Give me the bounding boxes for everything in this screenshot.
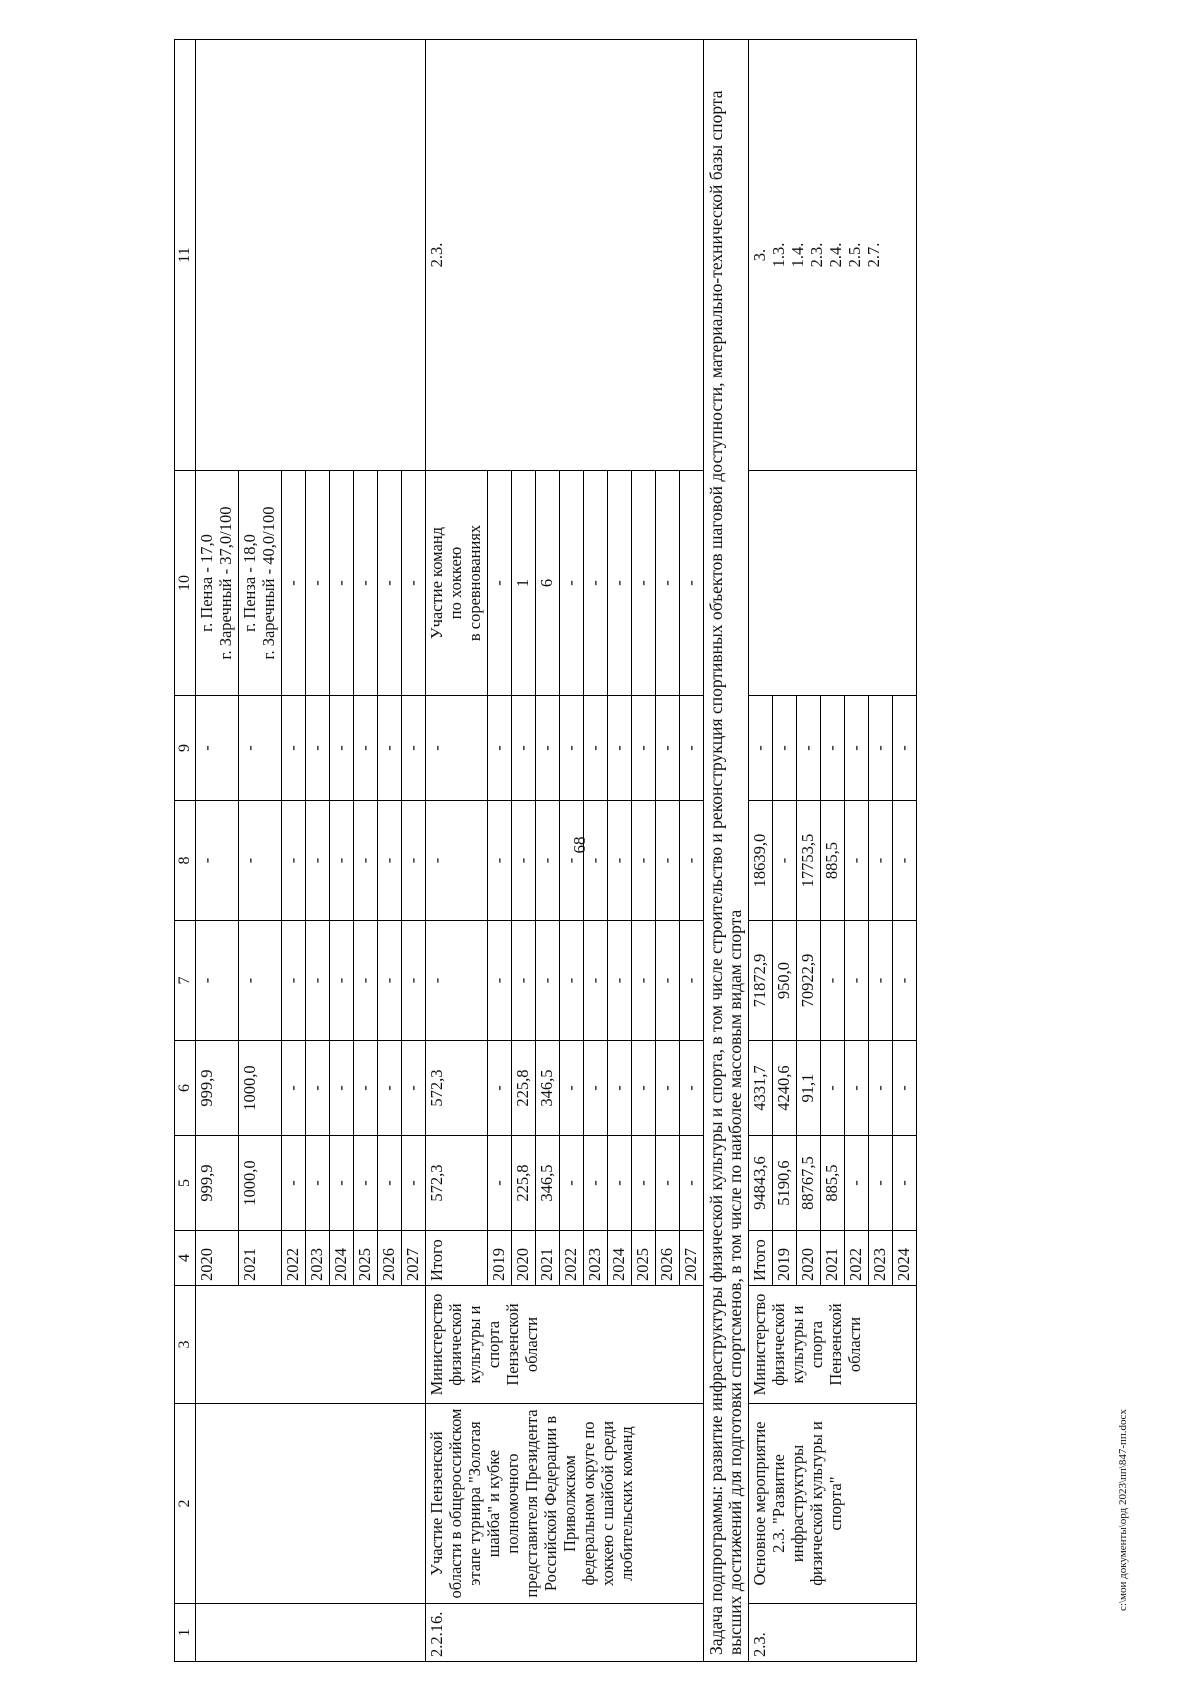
value-cell-v8: - bbox=[239, 801, 282, 921]
value-cell-v7: - bbox=[282, 921, 306, 1041]
measure-name: Основное мероприятие 2.3. "Развитие инфраструктуры физической культуры и спорта" bbox=[749, 1404, 917, 1604]
indicator-cell: - bbox=[282, 471, 306, 696]
total-v5: 572,3 bbox=[426, 1136, 488, 1231]
value-cell-v7: - bbox=[378, 921, 402, 1041]
header-row bbox=[175, 40, 196, 1662]
value-cell-v8: - bbox=[330, 801, 354, 921]
year-cell: 2020 bbox=[797, 1231, 821, 1286]
value-cell-v5: - bbox=[487, 1136, 511, 1231]
indicator-cell: Участие команд по хоккею в соревнованиях bbox=[426, 471, 488, 696]
total-v7: - bbox=[426, 921, 488, 1041]
value-cell-v9: - bbox=[821, 696, 845, 801]
year-cell: 2024 bbox=[607, 1231, 631, 1286]
value-cell-v6: 91,1 bbox=[797, 1041, 821, 1136]
value-cell-v9: - bbox=[402, 696, 426, 801]
value-cell-v5: - bbox=[607, 1136, 631, 1231]
value-cell-v7: - bbox=[535, 921, 559, 1041]
value-cell-v6: - bbox=[330, 1041, 354, 1136]
column-header-10: 10 bbox=[175, 471, 196, 696]
indicator-cell: - bbox=[402, 471, 426, 696]
indicator-cell: г. Пенза - 17,0 г. Заречный - 37,0/100 bbox=[196, 471, 239, 696]
measure-number: 2.3. bbox=[749, 1604, 917, 1662]
value-cell-v7: - bbox=[559, 921, 583, 1041]
value-cell-v8: - bbox=[282, 801, 306, 921]
num-cell bbox=[196, 1604, 426, 1662]
measure-executor: Министерство физической культуры и спорта Пензенской области bbox=[426, 1286, 704, 1404]
total-v6: 4331,7 bbox=[749, 1041, 773, 1136]
value-cell-v5: - bbox=[631, 1136, 655, 1231]
value-cell-v9: - bbox=[559, 696, 583, 801]
value-cell-v6: - bbox=[354, 1041, 378, 1136]
value-cell-v9: - bbox=[330, 696, 354, 801]
measure-executor: Министерство физической культуры и спорта Пензенской области bbox=[749, 1286, 917, 1404]
target-ref-cell: 2.3. bbox=[426, 40, 704, 471]
indicator-cell: - bbox=[306, 471, 330, 696]
value-cell-v5: - bbox=[282, 1136, 306, 1231]
value-cell-v9: - bbox=[773, 696, 797, 801]
indicator-cell: - bbox=[631, 471, 655, 696]
value-cell-v5: - bbox=[559, 1136, 583, 1231]
value-cell-v8: - bbox=[402, 801, 426, 921]
year-cell: 2019 bbox=[487, 1231, 511, 1286]
value-cell-v5: 885,5 bbox=[821, 1136, 845, 1231]
value-cell-v8: - bbox=[306, 801, 330, 921]
value-cell-v9: - bbox=[306, 696, 330, 801]
continuation-row bbox=[196, 40, 239, 1662]
value-cell-v6: 225,8 bbox=[511, 1041, 535, 1136]
value-cell-v9: - bbox=[535, 696, 559, 801]
value-cell-v6: - bbox=[559, 1041, 583, 1136]
column-header-1: 1 bbox=[175, 1604, 196, 1662]
value-cell-v5: 1000,0 bbox=[239, 1136, 282, 1231]
indicator-cell: - bbox=[354, 471, 378, 696]
value-cell-v5: - bbox=[893, 1136, 917, 1231]
column-header-3: 3 bbox=[175, 1286, 196, 1404]
value-cell-v7: - bbox=[631, 921, 655, 1041]
value-cell-v5: 999,9 bbox=[196, 1136, 239, 1231]
indicator-cell bbox=[749, 471, 917, 696]
value-cell-v6: 1000,0 bbox=[239, 1041, 282, 1136]
year-cell: 2023 bbox=[869, 1231, 893, 1286]
column-header-9: 9 bbox=[175, 696, 196, 801]
value-cell-v7: - bbox=[821, 921, 845, 1041]
value-cell-v7: - bbox=[607, 921, 631, 1041]
value-cell-v7: - bbox=[845, 921, 869, 1041]
value-cell-v6: - bbox=[402, 1041, 426, 1136]
year-cell: 2023 bbox=[306, 1231, 330, 1286]
column-header-7: 7 bbox=[175, 921, 196, 1041]
value-cell-v7: - bbox=[354, 921, 378, 1041]
value-cell-v6: - bbox=[679, 1041, 703, 1136]
value-cell-v9: - bbox=[893, 696, 917, 801]
column-header-11: 11 bbox=[175, 40, 196, 471]
value-cell-v5: - bbox=[583, 1136, 607, 1231]
value-cell-v7: - bbox=[583, 921, 607, 1041]
value-cell-v5: - bbox=[378, 1136, 402, 1231]
value-cell-v6: - bbox=[631, 1041, 655, 1136]
value-cell-v5: - bbox=[869, 1136, 893, 1231]
year-cell: 2020 bbox=[196, 1231, 239, 1286]
value-cell-v8: - bbox=[196, 801, 239, 921]
value-cell-v9: - bbox=[797, 696, 821, 801]
value-cell-v5: 5190,6 bbox=[773, 1136, 797, 1231]
value-cell-v6: 346,5 bbox=[535, 1041, 559, 1136]
value-cell-v5: - bbox=[402, 1136, 426, 1231]
value-cell-v6: - bbox=[845, 1041, 869, 1136]
value-cell-v8: - bbox=[535, 801, 559, 921]
value-cell-v7: - bbox=[306, 921, 330, 1041]
value-cell-v6: - bbox=[607, 1041, 631, 1136]
value-cell-v6: - bbox=[378, 1041, 402, 1136]
column-header-8: 8 bbox=[175, 801, 196, 921]
value-cell-v7: - bbox=[330, 921, 354, 1041]
value-cell-v5: - bbox=[845, 1136, 869, 1231]
value-cell-v8: - bbox=[378, 801, 402, 921]
value-cell-v5: 346,5 bbox=[535, 1136, 559, 1231]
value-cell-v7: - bbox=[196, 921, 239, 1041]
year-cell: 2024 bbox=[893, 1231, 917, 1286]
footer-file-path: c:\мои документы\орд 2023\пп\847-пп.docx bbox=[1117, 1409, 1129, 1611]
value-cell-v9: - bbox=[487, 696, 511, 801]
value-cell-v7: - bbox=[655, 921, 679, 1041]
value-cell-v6: - bbox=[306, 1041, 330, 1136]
value-cell-v7: 950,0 bbox=[773, 921, 797, 1041]
year-cell: 2021 bbox=[535, 1231, 559, 1286]
value-cell-v8: - bbox=[869, 801, 893, 921]
value-cell-v8: - bbox=[354, 801, 378, 921]
year-cell: 2019 bbox=[773, 1231, 797, 1286]
column-header-5: 5 bbox=[175, 1136, 196, 1231]
value-cell-v5: - bbox=[354, 1136, 378, 1231]
value-cell-v9: - bbox=[583, 696, 607, 801]
value-cell-v9: - bbox=[354, 696, 378, 801]
value-cell-v8: - bbox=[655, 801, 679, 921]
value-cell-v9: - bbox=[607, 696, 631, 801]
value-cell-v5: 225,8 bbox=[511, 1136, 535, 1231]
value-cell-v9: - bbox=[511, 696, 535, 801]
value-cell-v9: - bbox=[196, 696, 239, 801]
value-cell-v6: 4240,6 bbox=[773, 1041, 797, 1136]
value-cell-v9: - bbox=[378, 696, 402, 801]
value-cell-v7: - bbox=[679, 921, 703, 1041]
value-cell-v5: - bbox=[679, 1136, 703, 1231]
total-v5: 94843,6 bbox=[749, 1136, 773, 1231]
column-header-4: 4 bbox=[175, 1231, 196, 1286]
target-ref-cell bbox=[196, 40, 426, 471]
value-cell-v6: 999,9 bbox=[196, 1041, 239, 1136]
indicator-cell: 1 bbox=[511, 471, 535, 696]
executor-cell bbox=[196, 1286, 426, 1404]
indicator-cell: - bbox=[679, 471, 703, 696]
total-v8: - bbox=[426, 801, 488, 921]
indicator-cell: - bbox=[583, 471, 607, 696]
measure-name: Участие Пензенской области в общероссийском этапе турнира "Золотая шайба" и кубке полномочного представителя Президента Российской Федерации в Приволжском федеральном округе по хоккею с шайбой среди любительских команд bbox=[426, 1404, 704, 1604]
value-cell-v8: - bbox=[845, 801, 869, 921]
indicator-cell: - bbox=[655, 471, 679, 696]
year-cell: 2025 bbox=[354, 1231, 378, 1286]
total-label: Итого bbox=[749, 1231, 773, 1286]
year-cell: 2027 bbox=[402, 1231, 426, 1286]
value-cell-v9: - bbox=[655, 696, 679, 801]
target-ref-cell: 3. 1.3. 1.4. 2.3. 2.4. 2.5. 2.7. bbox=[749, 40, 917, 471]
year-cell: 2022 bbox=[559, 1231, 583, 1286]
value-cell-v8: - bbox=[559, 801, 583, 921]
value-cell-v6: - bbox=[893, 1041, 917, 1136]
value-cell-v9: - bbox=[869, 696, 893, 801]
value-cell-v6: - bbox=[655, 1041, 679, 1136]
value-cell-v8: 885,5 bbox=[821, 801, 845, 921]
name-cell bbox=[196, 1404, 426, 1604]
value-cell-v7: - bbox=[239, 921, 282, 1041]
value-cell-v9: - bbox=[845, 696, 869, 801]
value-cell-v9: - bbox=[679, 696, 703, 801]
value-cell-v6: - bbox=[821, 1041, 845, 1136]
value-cell-v8: 17753,5 bbox=[797, 801, 821, 921]
indicator-cell: - bbox=[378, 471, 402, 696]
year-cell: 2025 bbox=[631, 1231, 655, 1286]
year-cell: 2027 bbox=[679, 1231, 703, 1286]
year-cell: 2024 bbox=[330, 1231, 354, 1286]
value-cell-v7: 70922,9 bbox=[797, 921, 821, 1041]
total-v8: 18639,0 bbox=[749, 801, 773, 921]
value-cell-v6: - bbox=[282, 1041, 306, 1136]
value-cell-v6: - bbox=[583, 1041, 607, 1136]
year-cell: 2021 bbox=[239, 1231, 282, 1286]
value-cell-v7: - bbox=[893, 921, 917, 1041]
page-number: 68 bbox=[570, 836, 589, 854]
measure-number: 2.2.16. bbox=[426, 1604, 704, 1662]
measure-row-total bbox=[426, 40, 488, 1662]
value-cell-v8: - bbox=[893, 801, 917, 921]
value-cell-v8: - bbox=[773, 801, 797, 921]
rotated-table-container bbox=[174, 40, 1104, 1662]
indicator-cell: - bbox=[330, 471, 354, 696]
value-cell-v9: - bbox=[239, 696, 282, 801]
total-v6: 572,3 bbox=[426, 1041, 488, 1136]
task-row bbox=[703, 40, 749, 1662]
value-cell-v7: - bbox=[511, 921, 535, 1041]
value-cell-v8: - bbox=[679, 801, 703, 921]
year-cell: 2022 bbox=[845, 1231, 869, 1286]
total-v9: - bbox=[426, 696, 488, 801]
value-cell-v9: - bbox=[631, 696, 655, 801]
value-cell-v5: - bbox=[330, 1136, 354, 1231]
total-v7: 71872,9 bbox=[749, 921, 773, 1041]
column-header-6: 6 bbox=[175, 1041, 196, 1136]
value-cell-v8: - bbox=[511, 801, 535, 921]
value-cell-v8: - bbox=[583, 801, 607, 921]
year-cell: 2021 bbox=[821, 1231, 845, 1286]
value-cell-v8: - bbox=[607, 801, 631, 921]
task-text: Задача подпрограммы: развитие инфраструктуры физической культуры и спорта, в том числе строительство и реконструкция спортивных объектов шаговой доступности, материально-технической базы спорта высших достижений для подготовки спортсменов, в том числе по наиболее массовым видам спорта bbox=[703, 40, 749, 1662]
value-cell-v9: - bbox=[282, 696, 306, 801]
total-v9: - bbox=[749, 696, 773, 801]
indicator-cell: - bbox=[559, 471, 583, 696]
year-cell: 2022 bbox=[282, 1231, 306, 1286]
value-cell-v7: - bbox=[487, 921, 511, 1041]
year-cell: 2020 bbox=[511, 1231, 535, 1286]
total-label: Итого bbox=[426, 1231, 488, 1286]
value-cell-v5: - bbox=[306, 1136, 330, 1231]
column-header-2: 2 bbox=[175, 1404, 196, 1604]
year-cell: 2026 bbox=[655, 1231, 679, 1286]
measure-row-total bbox=[749, 40, 773, 1662]
indicator-cell: - bbox=[607, 471, 631, 696]
value-cell-v6: - bbox=[869, 1041, 893, 1136]
year-cell: 2023 bbox=[583, 1231, 607, 1286]
value-cell-v8: - bbox=[631, 801, 655, 921]
indicator-cell: 6 bbox=[535, 471, 559, 696]
value-cell-v6: - bbox=[487, 1041, 511, 1136]
value-cell-v8: - bbox=[487, 801, 511, 921]
year-cell: 2026 bbox=[378, 1231, 402, 1286]
value-cell-v5: 88767,5 bbox=[797, 1136, 821, 1231]
value-cell-v5: - bbox=[655, 1136, 679, 1231]
value-cell-v7: - bbox=[402, 921, 426, 1041]
program-table bbox=[174, 39, 917, 1662]
indicator-cell: г. Пенза - 18,0 г. Заречный - 40,0/100 bbox=[239, 471, 282, 696]
indicator-cell: - bbox=[487, 471, 511, 696]
value-cell-v7: - bbox=[869, 921, 893, 1041]
